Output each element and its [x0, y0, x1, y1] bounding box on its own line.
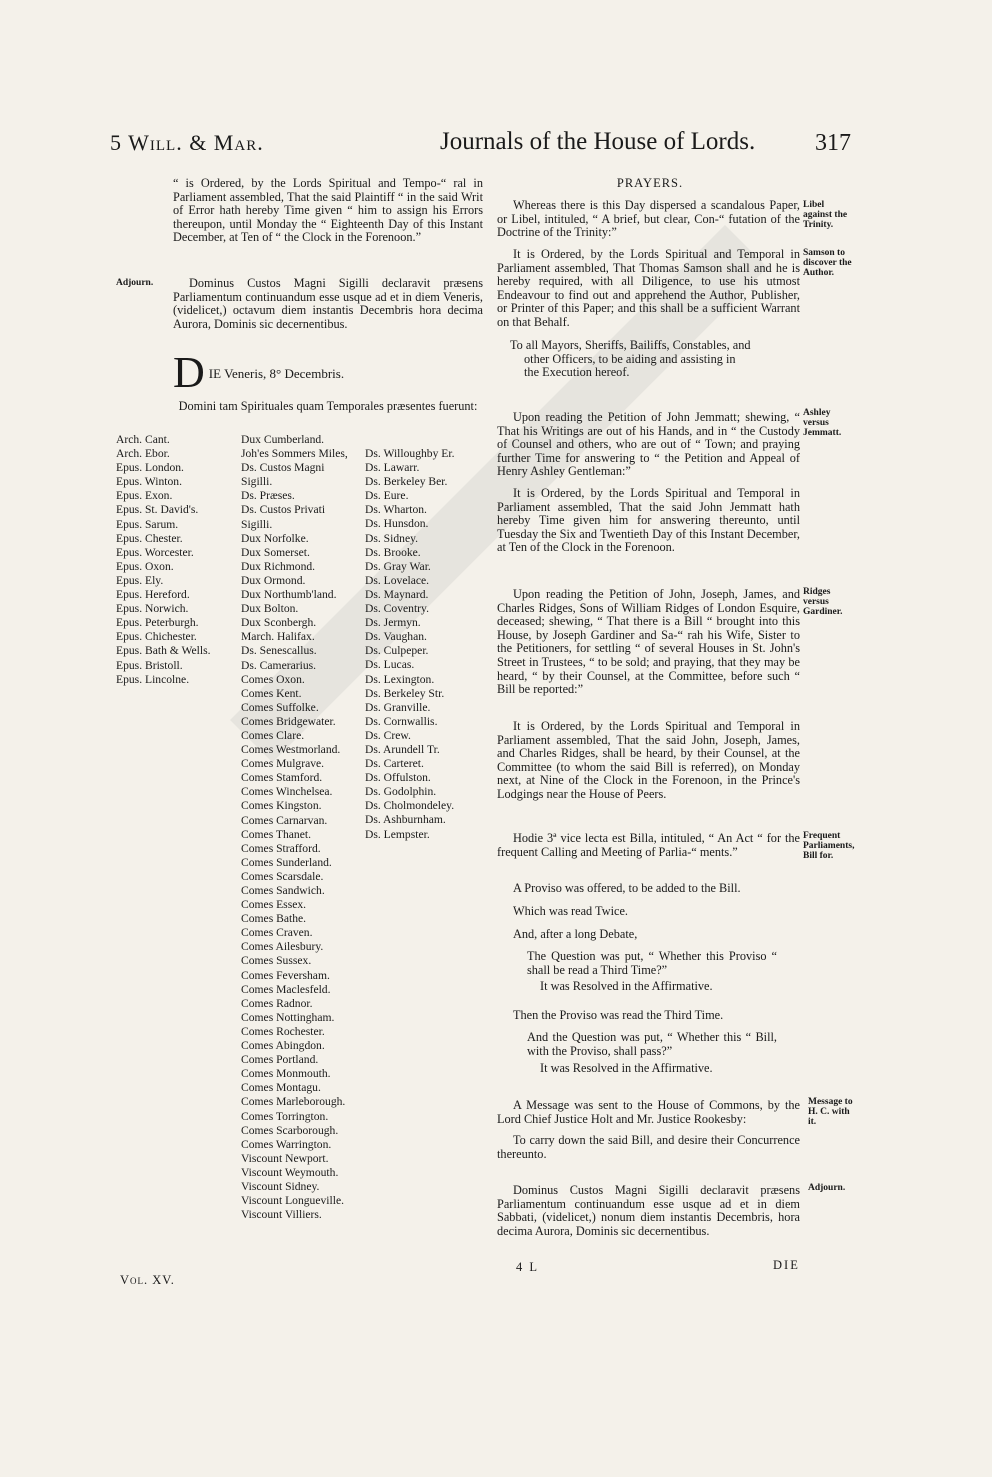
lord-entry: Ds. Custos Magni [241, 461, 325, 475]
lord-entry: Comes Craven. [241, 926, 313, 940]
lord-entry: Comes Kingston. [241, 799, 322, 813]
lord-entry: Ds. Brooke. [365, 545, 421, 559]
lord-entry: Dux Cumberland. [241, 433, 325, 446]
day-heading [173, 348, 483, 397]
margin-note-ashley: Ashley versus Jemmatt. [803, 408, 842, 438]
lord-entry: Ds. Berkeley Str. [365, 686, 445, 700]
page-number: 317 [815, 130, 851, 156]
lord-entry: Ds. Lovelace. [365, 573, 430, 587]
lord-entry: Ds. Eure. [365, 489, 409, 503]
volume-number: Vol. XV. [120, 1273, 175, 1287]
lords-column-2 [241, 433, 366, 1222]
lord-entry: Ds. Lucas. [365, 658, 415, 672]
lords-column-3 [365, 447, 490, 842]
lord-entry: Epus. London. [116, 461, 184, 475]
day-heading-text: IE Veneris, 8° Decembris. [208, 366, 345, 381]
lord-entry: Comes Essex. [241, 898, 307, 912]
lord-entry: Viscount Sidney. [241, 1179, 320, 1193]
lord-entry: Epus. Chester. [116, 531, 183, 545]
long-debate: And, after a long Debate, [513, 927, 638, 941]
lord-entry: Comes Warrington. [241, 1137, 332, 1151]
lord-entry: Ds. Vaughan. [365, 630, 427, 644]
lord-entry: Sigilli. [241, 517, 273, 531]
lord-entry: Comes Strafford. [241, 841, 321, 855]
lord-entry: Ds. Gray War. [365, 559, 431, 573]
margin-note-message: Message to H. C. with it. [808, 1097, 853, 1127]
bill-reading-text: Hodie 3ª vice lecta est Billa, intituled, “ An Act “ for the frequent Calling and Meeting of Parlia-“ ments.” [497, 831, 800, 859]
prayers-heading: PRAYERS. [616, 176, 684, 190]
lord-entry: Viscount Longueville. [241, 1194, 344, 1208]
margin-note-bill: Frequent Parliaments, Bill for. [803, 831, 855, 861]
lord-entry: Comes Monmouth. [241, 1067, 331, 1081]
lord-entry: Epus. Bristoll. [116, 658, 183, 672]
margin-note-ridges: Ridges versus Gardiner. [803, 587, 843, 617]
lord-entry: Epus. Worcester. [116, 545, 194, 559]
lord-entry: Ds. Hunsdon. [365, 517, 429, 531]
lord-entry: Epus. St. David's. [116, 503, 199, 517]
lord-entry: Comes Bathe. [241, 912, 307, 926]
lord-entry: Ds. Granville. [365, 700, 431, 714]
lord-entry: Sigilli. [241, 475, 273, 489]
lord-entry: Ds. Lexington. [365, 672, 435, 686]
adjourn-text: Dominus Custos Magni Sigilli declaravit præsens Parliamentum continuandum esse usque ad et in diem Veneris, (videlicet,) octavum diem instantis Decembris hora decima Aurora, Dominis sic decernentibus. [173, 276, 483, 331]
lord-entry: Ds. Maynard. [365, 587, 429, 601]
lord-entry: Ds. Coventry. [365, 602, 429, 616]
lord-entry: Epus. Hereford. [116, 588, 190, 602]
lord-entry: Epus. Winton. [116, 475, 182, 489]
lord-entry: Epus. Peterburgh. [116, 616, 199, 630]
lord-entry: March. Halifax. [241, 630, 315, 644]
lord-entry: Comes Nottingham. [241, 1010, 335, 1024]
lord-entry: Dux Sconbergh. [241, 616, 317, 630]
jemmatt-order-text: It is Ordered, by the Lords Spiritual and Temporal in Parliament assembled, That the said John Jemmatt hath hereby Time given him for answering thereunto, until Tuesday the Six and Twentieth Day of this Instant December, at Ten of the Clock in the Forenoon. [497, 486, 800, 555]
lord-entry: Arch. Cant. [116, 433, 170, 446]
lord-entry: Ds. Lempster. [365, 827, 430, 841]
resolved-bill-pass: It was Resolved in the Affirmative. [540, 1061, 713, 1075]
lord-entry: Viscount Newport. [241, 1151, 329, 1165]
lord-entry: Ds. Willoughby Er. [365, 447, 455, 460]
lord-entry: Epus. Oxon. [116, 559, 174, 573]
lord-entry: Epus. Bath & Wells. [116, 644, 211, 658]
lord-entry: Dux Somerset. [241, 545, 310, 559]
header-title: Journals of the House of Lords. [440, 128, 756, 155]
proviso-offered: A Proviso was offered, to be added to the Bill. [513, 881, 741, 895]
lord-entry: Ds. Cornwallis. [365, 714, 438, 728]
lord-entry: Epus. Sarum. [116, 517, 179, 531]
lord-entry: Ds. Crew. [365, 728, 411, 742]
lord-entry: Comes Sunderland. [241, 855, 332, 869]
concurrence-text: To carry down the said Bill, and desire their Concurrence thereunto. [497, 1133, 800, 1161]
lord-entry: Ds. Ashburnham. [365, 813, 446, 827]
signature-mark: 4 L [516, 1260, 540, 1274]
drop-cap: D [173, 348, 205, 397]
proviso-third-time: Then the Proviso was read the Third Time. [513, 1008, 724, 1022]
lord-entry: Epus. Lincolne. [116, 672, 190, 686]
lord-entry: Comes Winchelsea. [241, 785, 333, 799]
lord-entry: Comes Suffolke. [241, 700, 319, 714]
lord-entry: Comes Radnor. [241, 996, 313, 1010]
lord-entry: Epus. Exon. [116, 489, 173, 503]
warrant-address: To all Mayors, Sheriffs, Bailiffs, Constables, and other Officers, to be aiding and assisting in the Execution hereof. [510, 338, 751, 380]
margin-note-adjourn: Adjourn. [116, 278, 154, 288]
lord-entry: Dux Richmond. [241, 559, 316, 573]
libel-text: Whereas there is this Day dispersed a scandalous Paper, or Libel, intituled, “ A brief, but clear, Con-“ futation of the Doctrine of the Trinity:” [497, 198, 800, 240]
message-text: A Message was sent to the House of Commons, by the Lord Chief Justice Holt and Mr. Justice Rookesby: [497, 1098, 800, 1126]
lord-entry: Comes Clare. [241, 728, 305, 742]
lord-entry: Ds. Godolphin. [365, 785, 437, 799]
error-order-text: “ is Ordered, by the Lords Spiritual and Tempo-“ ral in Parliament assembled, That the said Plaintiff “ in the said Writ of Error hath hereby Time given “ him to assign his Errors thereupon, until Monday the “ Eighteenth Day of this Instant December, at Ten of “ the Clock in the Forenoon.” [173, 176, 483, 245]
lord-entry: Comes Torrington. [241, 1109, 329, 1123]
lord-entry: Comes Scarborough. [241, 1123, 339, 1137]
margin-note-samson: Samson to discover the Author. [803, 248, 852, 278]
margin-note-adjourn-2: Adjourn. [808, 1183, 846, 1193]
lord-entry: Comes Abingdon. [241, 1039, 325, 1053]
read-twice: Which was read Twice. [513, 904, 629, 918]
lord-entry: Comes Westmorland. [241, 743, 341, 757]
samson-order-text: It is Ordered, by the Lords Spiritual and Temporal in Parliament assembled, That Thomas Samson shall and he is hereby required, with all Diligence, to use his utmost Endeavour to find out and apprehend the Author, Publisher, or Printer of this Paper; and this shall be a sufficient Warrant on that Behalf. [497, 247, 800, 329]
lord-entry: Ds. Jermyn. [365, 616, 421, 630]
lord-entry: Ds. Custos Privati [241, 503, 326, 517]
lord-entry: Comes Marleborough. [241, 1095, 346, 1109]
lord-entry: Epus. Norwich. [116, 602, 189, 616]
lord-entry: Comes Oxon. [241, 672, 305, 686]
lord-entry: Viscount Villiers. [241, 1208, 322, 1222]
lord-entry: Comes Maclesfeld. [241, 982, 331, 996]
lord-entry: Ds. Offulston. [365, 771, 431, 785]
lord-entry: Ds. Wharton. [365, 503, 427, 517]
ridges-petition-text: Upon reading the Petition of John, Joseph, James, and Charles Ridges, Sons of William Ridges of London Esquire, deceased; shewing, “ That there is a Bill “ brought into this House, by Joseph Gardiner and Sa-“ rah his Wife, Sister to the Petitioners, for settling “ of several Houses in St. John's Street in Trustees, “ to be sold; and praying, that they may be heard, “ by their Counsel, at the Committee, before such “ Bill be reported:” [497, 587, 800, 697]
lord-entry: Dux Bolton. [241, 602, 299, 616]
lord-entry: Comes Portland. [241, 1053, 319, 1067]
lord-entry: Dux Ormond. [241, 573, 306, 587]
lords-column-1 [116, 433, 236, 687]
lord-entry: Comes Feversham. [241, 968, 330, 982]
lord-entry: Comes Scarsdale. [241, 869, 324, 883]
adjourn-text-2: Dominus Custos Magni Sigilli declaravit præsens Parliamentum continuandum esse usque ad et in diem Sabbati, (videlicet,) nonum diem instantis Decembris, hora decima Aurora, Dominis sic decernentibus. [497, 1183, 800, 1238]
question-proviso: The Question was put, “ Whether this Proviso “ shall be read a Third Time?” [527, 949, 777, 977]
lord-entry: Dux Northumb'land. [241, 588, 337, 602]
margin-note-libel: Libel against the Trinity. [803, 200, 848, 230]
lord-entry: Ds. Lawarr. [365, 461, 420, 475]
lord-entry: Ds. Culpeper. [365, 644, 429, 658]
running-header [110, 128, 850, 168]
lord-entry: Epus. Chichester. [116, 630, 197, 644]
lord-entry: Comes Sussex. [241, 954, 312, 968]
present-heading: Domini tam Spirituales quam Temporales præsentes fuerunt: [178, 399, 478, 413]
lord-entry: Joh'es Sommers Miles, [241, 447, 348, 461]
lord-entry: Ds. Sidney. [365, 531, 419, 545]
lord-entry: Ds. Berkeley Ber. [365, 475, 448, 489]
lord-entry: Ds. Senescallus. [241, 644, 317, 658]
lord-entry: Comes Bridgewater. [241, 714, 336, 728]
lord-entry: Comes Carnarvan. [241, 813, 328, 827]
lord-entry: Dux Norfolke. [241, 531, 309, 545]
lord-entry: Comes Stamford. [241, 771, 323, 785]
ridges-order-text: It is Ordered, by the Lords Spiritual and Temporal in Parliament assembled, That the said John, Joseph, James, and Charles Ridges, shall be heard, by their Counsel, at the Committee (to whom the said Bill is referred), on Monday next, at Nine of the Clock in the Forenoon, in the Prince's Lodgings near the House of Peers. [497, 719, 800, 801]
lord-entry: Comes Thanet. [241, 827, 311, 841]
resolved-proviso: It was Resolved in the Affirmative. [540, 979, 713, 993]
jemmatt-petition-text: Upon reading the Petition of John Jemmatt; shewing, “ That his Writings are out of his Hands, and in “ the Custody of Counsel and others, who are out of “ Town; and praying further Time for answering to “ the Petition and Appeal of Henry Ashley Gentleman:” [497, 410, 800, 479]
catchword: DIE [773, 1258, 800, 1272]
lord-entry: Comes Ailesbury. [241, 940, 324, 954]
lord-entry: Ds. Arundell Tr. [365, 742, 440, 756]
lord-entry: Epus. Ely. [116, 573, 164, 587]
lord-entry: Arch. Ebor. [116, 447, 170, 461]
lord-entry: Ds. Præses. [241, 489, 295, 503]
lord-entry: Comes Kent. [241, 686, 302, 700]
lord-entry: Comes Rochester. [241, 1024, 325, 1038]
lord-entry: Comes Montagu. [241, 1081, 321, 1095]
lord-entry: Viscount Weymouth. [241, 1165, 339, 1179]
lord-entry: Ds. Camerarius. [241, 658, 317, 672]
lord-entry: Comes Mulgrave. [241, 757, 325, 771]
lord-entry: Ds. Carteret. [365, 757, 424, 771]
header-regnal-year: 5 Will. & Mar. [110, 130, 264, 155]
lord-entry: Comes Sandwich. [241, 884, 325, 897]
question-bill-pass: And the Question was put, “ Whether this “ Bill, with the Proviso, shall pass?” [527, 1030, 777, 1058]
lord-entry: Ds. Cholmondeley. [365, 799, 455, 813]
